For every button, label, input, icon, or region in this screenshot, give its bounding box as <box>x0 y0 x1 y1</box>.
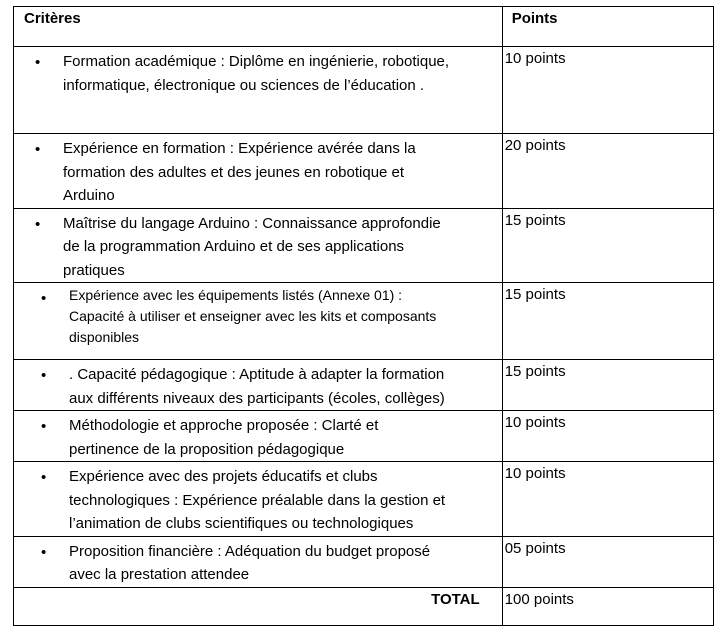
points-cell: 15 points <box>502 208 713 283</box>
criterion-text: Expérience avec les équipements listés (Annexe 01) : Capacité à utiliser et enseigner avec les kits et composants disponibles <box>69 287 437 345</box>
table-row <box>14 134 714 209</box>
bullet-icon: • <box>41 367 47 384</box>
table-row <box>14 411 714 462</box>
criterion-text: Méthodologie et approche proposée : Clarté et pertinence de la proposition pédagogique <box>69 417 379 458</box>
criterion-cell <box>14 462 503 537</box>
criterion-text: . Capacité pédagogique : Aptitude à adapter la formation aux différents niveaux des participants (écoles, collèges) <box>69 366 445 407</box>
total-label: TOTAL <box>14 587 503 625</box>
criterion-text: Expérience en formation : Expérience avérée dans la formation des adultes et des jeunes en robotique et Arduino <box>63 140 416 204</box>
table-header-row <box>14 7 714 47</box>
bullet-icon: • <box>41 543 47 561</box>
criterion-cell <box>14 411 503 462</box>
table-row <box>14 360 714 411</box>
criterion-cell <box>14 360 503 411</box>
points-column-header: Points <box>502 7 713 47</box>
points-cell: 10 points <box>502 411 713 462</box>
total-points: 100 points <box>502 587 713 625</box>
criterion-cell <box>14 47 503 134</box>
criterion-cell <box>14 283 503 360</box>
bullet-icon: • <box>35 141 41 158</box>
evaluation-criteria-table <box>13 6 714 626</box>
criterion-text: Expérience avec des projets éducatifs et clubs technologiques : Expérience préalable dans la gestion et l’animation de clubs scientifiques ou technologiques <box>69 468 446 532</box>
bullet-icon: • <box>41 418 47 435</box>
bullet-icon: • <box>35 54 41 71</box>
criteria-column-header: Critères <box>14 7 503 47</box>
points-cell: 15 points <box>502 360 713 411</box>
bullet-icon: • <box>41 290 47 307</box>
points-cell: 05 points <box>502 536 713 587</box>
total-row <box>14 587 714 625</box>
criterion-cell <box>14 208 503 283</box>
table-row <box>14 208 714 283</box>
criterion-text: Maîtrise du langage Arduino : Connaissance approfondie de la programmation Arduino et de ses applications pratiques <box>63 214 441 279</box>
criterion-text: Proposition financière : Adéquation du budget proposé avec la prestation attendee <box>69 542 431 583</box>
table-row <box>14 536 714 587</box>
table-row <box>14 283 714 360</box>
table-row <box>14 462 714 537</box>
criterion-text: Formation académique : Diplôme en ingénierie, robotique, informatique, électronique ou sciences de l’éducation . <box>63 53 450 94</box>
table-row <box>14 47 714 134</box>
bullet-icon: • <box>35 215 41 233</box>
points-cell: 15 points <box>502 283 713 360</box>
points-cell: 10 points <box>502 462 713 537</box>
points-cell: 10 points <box>502 47 713 134</box>
points-cell: 20 points <box>502 134 713 209</box>
bullet-icon: • <box>41 469 47 486</box>
criterion-cell <box>14 134 503 209</box>
criterion-cell <box>14 536 503 587</box>
